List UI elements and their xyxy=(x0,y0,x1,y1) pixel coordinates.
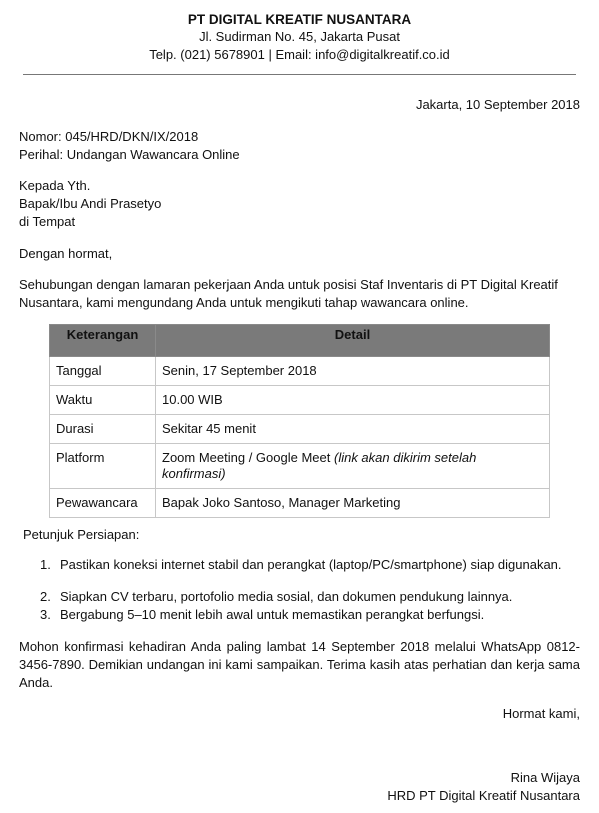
company-address: Jl. Sudirman No. 45, Jakarta Pusat xyxy=(199,29,400,44)
interview-details-table xyxy=(49,324,550,518)
signatory-title: HRD PT Digital Kreatif Nusantara xyxy=(387,788,580,803)
row-key-platform: Platform xyxy=(50,444,156,489)
letter-subject: Perihal: Undangan Wawancara Online xyxy=(19,147,240,162)
intro-paragraph: Sehubungan dengan lamaran pekerjaan Anda untuk posisi Staf Inventaris di PT Digital Kreatif Nusantara, kami mengundang Anda untuk mengikuti tahap wawancara online. xyxy=(19,277,558,310)
recipient-name: Bapak/Ibu Andi Prasetyo xyxy=(19,196,162,211)
list-number: 3. xyxy=(40,607,51,622)
instructions-title: Petunjuk Persiapan: xyxy=(23,527,140,542)
value-text: Bapak Joko Santoso, Manager Marketing xyxy=(162,495,401,510)
closing-phrase: Hormat kami, xyxy=(502,706,580,721)
table-row xyxy=(50,357,550,386)
table-row xyxy=(50,415,550,444)
row-value-pewawancara xyxy=(156,489,550,518)
row-key-durasi: Durasi xyxy=(50,415,156,444)
value-text: Senin, 17 September 2018 xyxy=(162,363,317,378)
signatory-name: Rina Wijaya xyxy=(510,770,580,785)
list-number: 1. xyxy=(40,557,51,572)
row-value-platform xyxy=(156,444,550,489)
list-text: Siapkan CV terbaru, portofolio media sosial, dan dokumen pendukung lainnya. xyxy=(60,589,513,604)
value-text: 10.00 WIB xyxy=(162,392,223,407)
list-text: Bergabung 5–10 menit lebih awal untuk memastikan perangkat berfungsi. xyxy=(60,607,485,622)
row-value-waktu xyxy=(156,386,550,415)
row-key-waktu: Waktu xyxy=(50,386,156,415)
letterhead-divider xyxy=(23,74,576,75)
row-value-durasi xyxy=(156,415,550,444)
value-text: Zoom Meeting / Google Meet xyxy=(162,450,331,465)
list-item xyxy=(40,556,562,573)
table-header-keterangan: Keterangan xyxy=(50,325,156,357)
row-key-tanggal: Tanggal xyxy=(50,357,156,386)
platform-note: (link akan dikirim setelah konfirmasi) xyxy=(162,450,477,481)
table-row xyxy=(50,444,550,489)
table-header-detail: Detail xyxy=(156,325,550,357)
table-header-row xyxy=(50,325,550,357)
greeting: Dengan hormat, xyxy=(19,246,113,261)
recipient-location: di Tempat xyxy=(19,214,76,229)
company-contact: Telp. (021) 5678901 | Email: info@digitalkreatif.co.id xyxy=(149,47,450,62)
row-value-tanggal xyxy=(156,357,550,386)
company-name: PT DIGITAL KREATIF NUSANTARA xyxy=(187,12,412,27)
letter-number: Nomor: 045/HRD/DKN/IX/2018 xyxy=(19,129,199,144)
list-text: Pastikan koneksi internet stabil dan perangkat (laptop/PC/smartphone) siap digunakan. xyxy=(60,557,562,572)
recipient-salutation: Kepada Yth. xyxy=(19,178,91,193)
list-item xyxy=(40,588,512,605)
table-row xyxy=(50,489,550,518)
letter-date: Jakarta, 10 September 2018 xyxy=(415,97,580,112)
row-key-pewawancara: Pewawancara xyxy=(50,489,156,518)
list-number: 2. xyxy=(40,589,51,604)
table-row xyxy=(50,386,550,415)
closing-paragraph: Mohon konfirmasi kehadiran Anda paling lambat 14 September 2018 melalui WhatsApp 0812-3456-7890. Demikian undangan ini kami sampaikan. Terima kasih atas perhatian dan kerja sama Anda. xyxy=(19,639,580,690)
value-text: Sekitar 45 menit xyxy=(162,421,256,436)
list-item xyxy=(40,606,484,623)
